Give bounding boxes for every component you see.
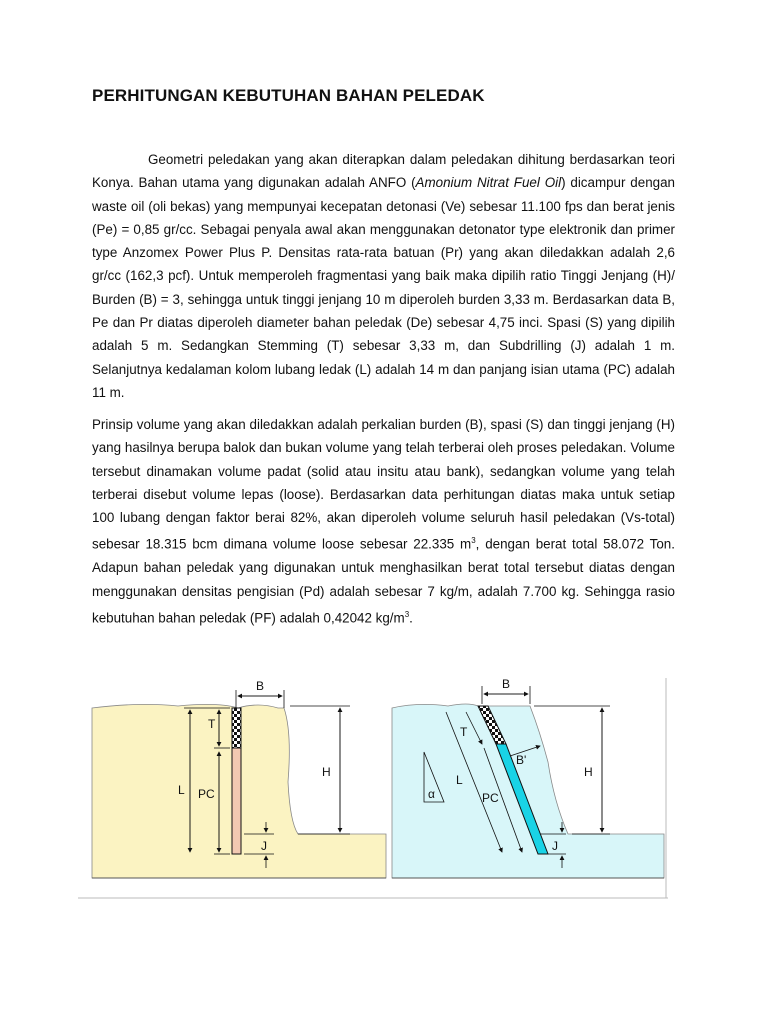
p1-text-a: Geometri peledakan yang akan diterapkan dalam peledakan dihitung berdasarkan teori Konya. Bahan utama yang digunakan adalah ANFO ( [92, 152, 675, 191]
left-stemming [232, 708, 241, 748]
p1-text-b: ) dicampur dengan waste oil (oli bekas) yang mempunyai kecepatan detonasi (Ve) sebesar 11.100 fps dan berat jenis (Pe) = 0,85 gr/cc. Sebagai penyala awal akan menggunakan detonator type elektronik dan primer type Anzomex Power Plus P. Densitas rata-rata batuan (Pr) yang akan diledakkan adalah 2,6 gr/cc (162,3 pcf). Untuk memperoleh fragmentasi yang baik maka dipilih ratio Tinggi Jenjang (H)/ Burden (B) = 3, sehingga untuk tinggi jenjang 10 m diperoleh burden 3,33 m. Berdasarkan data B, Pe dan Pr diatas diperoleh diameter bahan peledak (De) sebesar 4,75 inci. Spasi (S) yang dipilih adalah 5 m. Sedangkan Stemming (T) sebesar 3,33 m, dan Subdrilling (J) adalah 1 m. Selanjutnya kedalaman kolom lubang ledak (L) adalah 14 m dan panjang isian utama (PC) adalah 11 m. [92, 175, 675, 400]
p1-italic: Amonium Nitrat Fuel Oil [415, 175, 562, 191]
right-label-b-prime: B' [516, 753, 527, 767]
left-charge-column [232, 748, 241, 854]
right-label-h: H [584, 765, 593, 779]
right-label-b: B [502, 677, 511, 691]
blasting-geometry-figure [78, 672, 668, 900]
p2-text-c: . [409, 610, 413, 626]
p2-sup-2: 3 [404, 609, 410, 619]
right-label-alpha: α [428, 787, 435, 801]
left-label-t: T [208, 717, 216, 731]
blasting-geometry-svg [78, 672, 668, 900]
right-label-l: L [456, 773, 463, 787]
right-label-j: J [552, 839, 558, 853]
p2-sup-1: 3 [471, 536, 476, 546]
left-label-j: J [261, 839, 267, 853]
page-title: PERHITUNGAN KEBUTUHAN BAHAN PELEDAK [92, 86, 485, 105]
left-label-h: H [322, 765, 331, 779]
left-diagram [92, 679, 386, 878]
paragraph-1 [92, 148, 675, 404]
right-label-t: T [460, 725, 468, 739]
left-label-pc: PC [198, 787, 215, 801]
left-label-l: L [178, 783, 185, 797]
right-diagram [392, 677, 664, 878]
right-label-pc: PC [482, 791, 499, 805]
left-label-b: B [256, 679, 265, 693]
paragraph-2 [92, 413, 675, 630]
p2-text-b: , dengan berat total 58.072 Ton. Adapun bahan peledak yang digunakan untuk menghasilkan berat total tersebut diatas dengan menggunakan densitas pengisian (Pd) adalah sebesar 7 kg/m, adalah 7.700 kg. Sehingga rasio kebutuhan bahan peledak (PF) adalah 0,42042 kg/m [92, 536, 675, 626]
p2-text-a: Prinsip volume yang akan diledakkan adalah perkalian burden (B), spasi (S) dan tinggi jenjang (H) yang hasilnya berupa balok dan bukan volume yang telah terberai oleh proses peledakan. Volume tersebut dinamakan volume padat (solid atau insitu atau bank), sedangkan volume yang telah terberai disebut volume lepas (loose). Berdasarkan data perhitungan diatas maka untuk setiap 100 lubang dengan faktor berai 82%, akan diperoleh volume seluruh hasil peledakan (Vs-total) sebesar 18.315 bcm dimana volume loose sebesar 22.335 m [92, 417, 675, 552]
